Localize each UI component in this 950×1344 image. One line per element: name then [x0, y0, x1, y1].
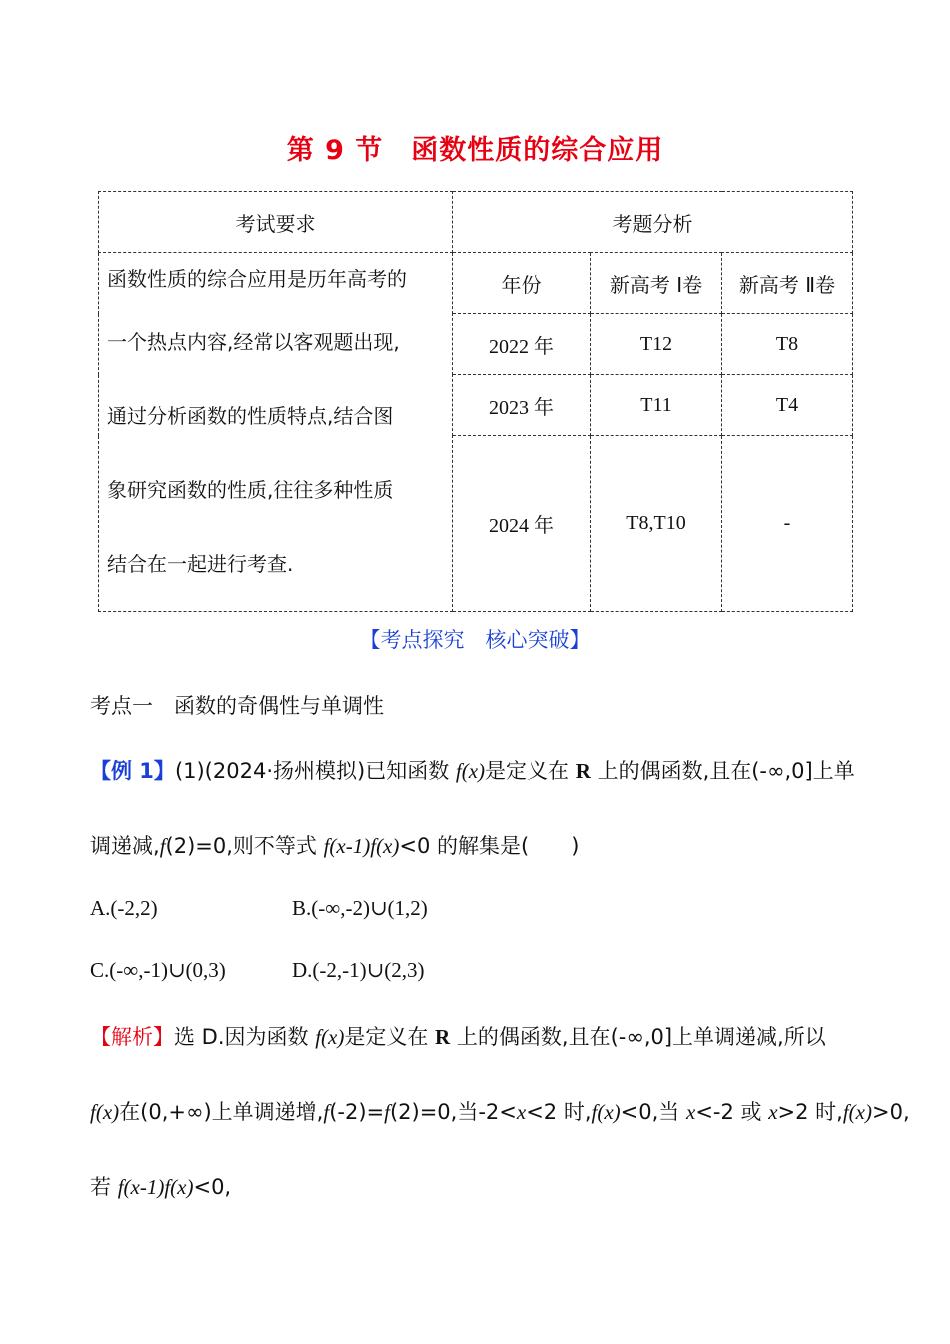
option-c: C.(-∞,-1)∪(0,3) [90, 958, 226, 982]
option-b: B.(-∞,-2)∪(1,2) [292, 896, 428, 920]
example-line-2 [90, 830, 579, 860]
requirement-text [99, 253, 453, 612]
math-fx: f(x) [591, 1100, 621, 1124]
math-x: x [685, 1100, 696, 1124]
table-cell-paper2: T8 [722, 314, 853, 375]
text: <-2 或 [695, 1100, 769, 1124]
math-fx1fx: f(x-1)f(x) [117, 1175, 194, 1199]
table-cell-paper2: T4 [722, 375, 853, 436]
example-label: 【例 1】 [90, 759, 175, 783]
requirement-line: 函数性质的综合应用是历年高考的 [107, 267, 407, 291]
text: (1)(2024·扬州模拟)已知函数 [174, 759, 456, 783]
table-cell-paper1: T12 [591, 314, 722, 375]
option-d: D.(-2,-1)∪(2,3) [292, 958, 425, 982]
requirement-line: 象研究函数的性质,往往多种性质 [107, 478, 394, 502]
table-cell-paper1: T8,T10 [591, 436, 722, 612]
exam-requirement-table [98, 191, 853, 612]
option-a: A.(-2,2) [90, 896, 158, 920]
math-fx: f(x) [315, 1025, 345, 1049]
math-fx: f(x) [90, 1100, 120, 1124]
math-x: x [516, 1100, 527, 1124]
text: 上的偶函数,且在(-∞,0]上单调递减,所以 [450, 1025, 826, 1049]
requirement-line: 结合在一起进行考查. [107, 552, 294, 576]
kaodian-heading: 考点一 函数的奇偶性与单调性 [90, 694, 384, 718]
table-cell-year: 2022 年 [453, 314, 591, 375]
math-f: f [159, 834, 166, 858]
analysis-line-3 [90, 1171, 231, 1201]
text: (2)=0,则不等式 [165, 834, 324, 858]
text: (-2)= [329, 1100, 385, 1124]
text: <0, [193, 1175, 232, 1199]
math-f: f [384, 1100, 390, 1124]
text: 在(0,+∞)上单调递增, [119, 1100, 324, 1124]
text: 调递减, [90, 834, 160, 858]
text: 是定义在 [485, 759, 576, 783]
requirement-line: 通过分析函数的性质特点,结合图 [107, 404, 394, 428]
math-R: R [435, 1025, 451, 1049]
text: <0,当 [620, 1100, 686, 1124]
math-fx1fx: f(x-1)f(x) [323, 834, 400, 858]
text: 是定义在 [344, 1025, 436, 1049]
math-f: f [323, 1100, 330, 1124]
header-analysis: 考题分析 [453, 192, 853, 253]
analysis-line-2 [90, 1096, 910, 1126]
table-cell-year: 2023 年 [453, 375, 591, 436]
math-x: x [768, 1100, 778, 1124]
text: <2 时, [526, 1100, 592, 1124]
math-R: R [575, 759, 591, 783]
text: (2)=0,当-2< [389, 1100, 517, 1124]
col-year: 年份 [453, 253, 591, 314]
text: 选 D.因为函数 [174, 1025, 316, 1049]
analysis-line-1 [90, 1021, 826, 1051]
section-banner: 【考点探究 核心突破】 [359, 628, 591, 652]
col-paper-1: 新高考 Ⅰ卷 [591, 253, 722, 314]
analysis-label: 【解析】 [90, 1025, 174, 1049]
text: >0, [872, 1100, 910, 1124]
table-cell-paper1: T11 [591, 375, 722, 436]
math-fx: f(x) [455, 759, 486, 783]
table-cell-year: 2024 年 [453, 436, 591, 612]
col-paper-2: 新高考 Ⅱ卷 [722, 253, 853, 314]
text: <0 的解集是( ) [399, 834, 580, 858]
text: >2 时, [777, 1100, 843, 1124]
requirement-line: 一个热点内容,经常以客观题出现, [107, 330, 400, 354]
example-line-1 [90, 755, 855, 785]
page-title: 第 9 节 函数性质的综合应用 [286, 135, 664, 166]
text: 上的偶函数,且在(-∞,0]上单 [590, 759, 855, 783]
table-cell-paper2: - [722, 436, 853, 612]
header-requirement: 考试要求 [99, 192, 453, 253]
text: 若 [90, 1175, 118, 1199]
math-fx: f(x) [842, 1100, 872, 1124]
